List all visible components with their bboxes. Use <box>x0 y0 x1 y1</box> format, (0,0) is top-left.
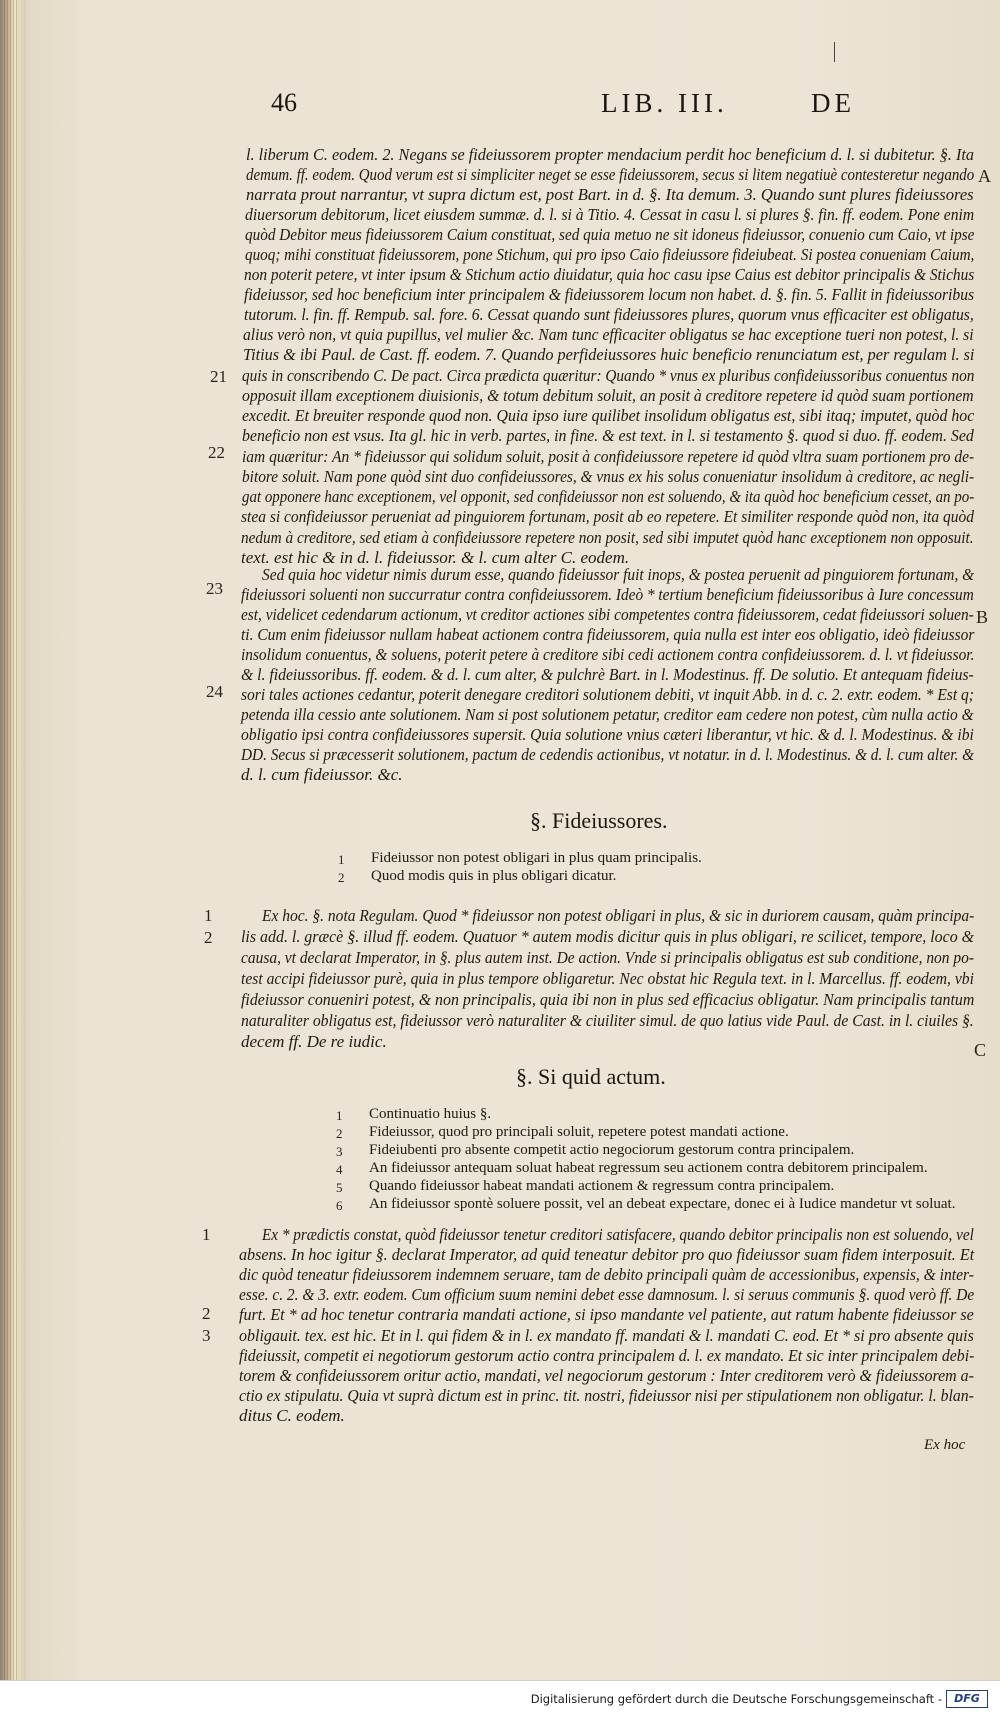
text-line: obligauit. tex. est hic. Et in l. qui fidem & in l. ex mandato ff. mandati & l. mandati C. eod. Et * si pro absente quis <box>239 1326 974 1345</box>
text-line: & l. fideiussoribus. ff. eodem. & d. l. cum alter, & pulchrè Bart. in l. Modestinus. ff. De solutio. Et antequam fideius- <box>241 665 974 684</box>
section-heading: §. Si quid actum. <box>516 1064 666 1089</box>
summary-number: 1 <box>338 852 345 867</box>
text-line: diuersorum debitorum, licet eiusdem summæ. d. l. si à Titio. 4. Cessat in casu l. si plures §. fin. ff. eodem. Pone enim <box>245 205 975 224</box>
digitization-footer <box>0 1680 1000 1717</box>
text-line: alius verò non, vt quia pupillus, vel mulier &c. Nam tunc efficaciter obligatus se hac exceptione tueri non potest, l. si <box>243 325 974 344</box>
text-line: quis in conscribendo C. De pact. Circa prædicta quæritur: Quando * vnus ex pluribus confideiussoribus conuentus non <box>242 366 975 385</box>
text-line: causa, vt declarat Imperator, in §. plus autem inst. De action. Vnde si principalis obligatus est sub conditione, non po- <box>241 948 974 967</box>
text-line: opposuit illam exceptionem diuisionis, & totum debitum soluit, an posit à creditore repetere id quòd suam portionem <box>242 386 974 405</box>
text-line: torem & confideiussorem oritur actio, mandati, vel negociorum gestorum : Inter creditorem verò & fideiussorem a- <box>239 1366 974 1385</box>
summary-item: Fideiussor, quod pro principali soluit, repetere potest mandati actione. <box>369 1124 789 1140</box>
catchword: Ex hoc <box>924 1437 966 1453</box>
summary-item: An fideiussor spontè soluere possit, vel an debeat expectare, donec ei à Iudice mandetur vt soluat. <box>369 1196 956 1212</box>
ink-mark <box>834 42 835 62</box>
page-edge-lines <box>4 0 18 1716</box>
summary-item: Fideiussor non potest obligari in plus quam principalis. <box>371 850 702 866</box>
text-line: l. liberum C. eodem. 2. Negans se fideiussorem propter mendacium perdit hoc beneficium d. l. si dubitetur. §. Ita <box>246 145 974 164</box>
summary-number: 4 <box>336 1162 343 1177</box>
text-line: excedit. Et breuiter responde quod non. Quia ipso iure quilibet insolidum obligatus est, sibi itaq; imputet, quòd hoc <box>242 406 975 425</box>
text-line: d. l. cum fideiussor. &c. <box>241 765 403 784</box>
text-line: ti. Cum enim fideiussor nullam habeat actionem contra fideiussorem, quia nulla est inter eos obligatio, ideò fideiussor <box>241 625 975 644</box>
margin-number: 24 <box>206 682 223 701</box>
margin-number: 3 <box>202 1326 211 1345</box>
text-line: quoq; mihi constituat fideiussorem, pone Stichum, qui pro ipso Caio fideiussore fideiubeat. Si postea conueniam Caium, <box>245 245 975 264</box>
margin-number: 1 <box>204 906 213 925</box>
text-line: bitore soluit. Nam pone quòd sint duo confideiussores, & vnus ex his solus conueniatur insolidum à creditore, ac negli- <box>242 467 975 486</box>
text-line: tutorum. l. fin. ff. Rempub. sal. fore. 6. Cessat quando sunt fideiussores plures, quorum vnus efficaciter est obligatus, <box>244 305 974 324</box>
text-line: fideiussor conueniri potest, & non principalis, quia ibi non in plus sed efficacius obligatur. Nam principalis tantum <box>241 990 975 1009</box>
summary-item: Fideiubenti pro absente competit actio negociorum gestorum contra principalem. <box>369 1142 855 1158</box>
margin-letter-a: A <box>978 166 991 186</box>
text-line: text. est hic & in d. l. fideiussor. & l. cum alter C. eodem. <box>241 548 630 567</box>
text-line: obligatio ipsi contra confideiussores supersit. Quia solutione vnius cæteri liberantur, vt hic. & d. l. Modestinus. & ibi <box>241 725 974 744</box>
summary-number: 3 <box>336 1144 343 1159</box>
text-line: gat opponere hanc exceptionem, vel opponit, sed confideiussor non est soluendo, & ita quòd hoc beneficium cesset, an po- <box>242 487 975 506</box>
text-line: Ex hoc. §. nota Regulam. Quod * fideiussor non potest obligari in plus, & sic in duriorem causam, quàm principa- <box>262 906 975 925</box>
text-line: demum. ff. eodem. Quod verum est si simpliciter neget se esse fideiussorem, secus si litem negatiuè contesteretur negando <box>246 165 975 184</box>
margin-letter-b: B <box>976 607 989 627</box>
running-title: LIB. III. <box>601 88 728 118</box>
page-number: 46 <box>271 88 297 117</box>
running-title-suffix: DE <box>811 88 855 118</box>
text-line: nedum à creditore, sed etiam à confideiussore repetere non posit, sed sibi imputet quòd hanc exceptionem non opposuit. <box>241 528 974 547</box>
summary-number: 6 <box>336 1198 343 1213</box>
text-line: ditus C. eodem. <box>239 1406 345 1425</box>
text-line: fideiussori soluenti non succurratur contra confideiussorem. Ideò * tertium beneficium fideiussoribus à Iure concessum <box>241 585 974 604</box>
text-line: stea si confideiussor perueniat ad pinguiorem fortunam, posit ab eo repetere. Et similiter responde quòd non, ita quòd <box>241 507 974 526</box>
text-line: dic quòd teneatur fideiussorem indemnem seruare, tam de debito principali quàm de accessionibus, expensis, & inter- <box>239 1265 974 1284</box>
summary-item: Quando fideiussor habeat mandati actionem & regressum contra principalem. <box>369 1178 835 1194</box>
margin-number: 21 <box>210 367 227 386</box>
page-header <box>271 88 1000 128</box>
book-edge <box>0 0 26 1716</box>
text-line: narrata prout narrantur, vt supra dictum est, post Bart. in d. §. Ita demum. 3. Quando sunt plures fideiussores <box>246 185 974 204</box>
text-line: beneficio non est vsus. Ita gl. hic in verb. partes, in fine. & est text. in l. si testamento §. quod si duo. ff. eodem. Sed <box>242 426 974 445</box>
text-line: furt. Et * ad hoc tenetur contraria mandati actione, si ipso mandante vel patiente, aut ratum habente fideiussor se <box>239 1305 974 1324</box>
text-line: absens. In hoc igitur §. declarat Imperator, ad quid teneatur debitor pro quo fideiussor suam fidem interposuit. Et <box>239 1245 975 1264</box>
margin-number: 23 <box>206 579 223 598</box>
summary-item: An fideiussor antequam soluat habeat regressum seu actionem contra debitorem principalem. <box>369 1160 928 1176</box>
summary-number: 5 <box>336 1180 343 1195</box>
section-heading: §. Fideiussores. <box>530 808 668 833</box>
text-line: est, videlicet cedendarum actionum, vt creditor actiones sibi competentes contra fideiussorem, cedat fideiussori soluen- <box>241 605 974 624</box>
summary-number: 2 <box>336 1126 343 1141</box>
paper-surface <box>26 0 1000 1680</box>
text-line: petenda illa cessio ante solutionem. Nam si post solutionem petatur, creditor eam cedere non potest, cùm nulla actio & <box>241 705 974 724</box>
text-line: test accipi fideiussor purè, quia in plus tempore obligaretur. Nec obstat hic Regula text. in l. Marcellus. ff. eodem, vbi <box>241 969 974 988</box>
text-line: Titius & ibi Paul. de Cast. ff. eodem. 7. Quando perfideiussores huic beneficio renunciatum est, per regulam l. si <box>243 345 975 364</box>
margin-number: 2 <box>202 1304 211 1323</box>
text-line: iam quæritur: An * fideiussor qui solidum soluit, posit à confideiussore repetere id quòd vltra suam portionem pro de- <box>242 447 975 466</box>
text-line: decem ff. De re iudic. <box>241 1032 387 1051</box>
text-line: Sed quia hoc videtur nimis durum esse, quando fideiussor fuit inops, & postea peruenit ad pinguiorem fortunam, & <box>262 565 975 584</box>
summary-number: 1 <box>336 1108 343 1123</box>
margin-number: 2 <box>204 928 213 947</box>
margin-number: 22 <box>208 443 225 462</box>
text-line: quòd Debitor meus fideiussorem Caium constituat, sed quia metuo ne sit idoneus fideiussor, conuenio cum Caio, vt ipse <box>245 225 975 244</box>
summary-item: Continuatio huius §. <box>369 1106 492 1122</box>
margin-number: 1 <box>202 1225 211 1244</box>
text-line: naturaliter obligatus est, fideiussor verò naturaliter & ciuiliter simul. de quo latius vide Paul. de Cast. in l. ciuiles §. <box>241 1011 974 1030</box>
text-line: esse. c. 2. & 3. extr. eodem. Cum officium suum nemini debet esse damnosum. l. si seruus communis §. quod verò ff. De <box>239 1285 975 1304</box>
text-line: sori tales actiones cedantur, poterit denegare creditori solutionem debiti, vt inquit Abb. in d. c. 2. extr. eodem. * Est q; <box>241 685 974 704</box>
summary-item: Quod modis quis in plus obligari dicatur. <box>371 868 617 884</box>
summary-number: 2 <box>338 870 345 885</box>
margin-letter-c: C <box>974 1040 987 1060</box>
text-line: insolidum conuentus, & soluens, poterit petere à creditore sibi cedi actionem contra confideiussorem. d. l. vt fideiussor. <box>241 645 975 664</box>
text-line: ctio ex stipulatu. Quia vt suprà dictum est in princ. tit. nostri, fideiussor nisi per stipulationem non obligatur. l. blan- <box>239 1386 974 1405</box>
text-line: Ex * prædictis constat, quòd fideiussor tenetur creditori satisfacere, quando debitor principalis non est soluendo, vel <box>262 1225 974 1244</box>
text-line: DD. Secus si præcesserit solutionem, pactum de cedendis actionibus, vt notatur. in d. l. Modestinus. & d. l. cum alter. & <box>241 745 974 764</box>
footer-credit-text: Digitalisierung gefördert durch die Deutsche Forschungsgemeinschaft - <box>530 1692 942 1706</box>
text-line: lis add. l. græcè §. illud ff. eodem. Quatuor * autem modis dicitur quis in plus obligari, re scilicet, tempore, loco & <box>241 927 975 946</box>
text-line: fideiussor, sed hoc beneficium inter principalem & fideiussorem locum non habet. d. §. fin. 5. Fallit in fideiussoribus <box>244 285 975 304</box>
text-line: non poterit petere, vt inter ipsum & Stichum actio diuidatur, quia hoc casu ipse Caius est debitor principalis & Stichus <box>244 265 975 284</box>
dfg-logo-icon: DFG <box>946 1690 988 1708</box>
text-line: fideiussit, competit ei negotiorum gestorum actio contra principalem d. l. ex mandato. Et sic inter principalem debi- <box>239 1346 975 1365</box>
